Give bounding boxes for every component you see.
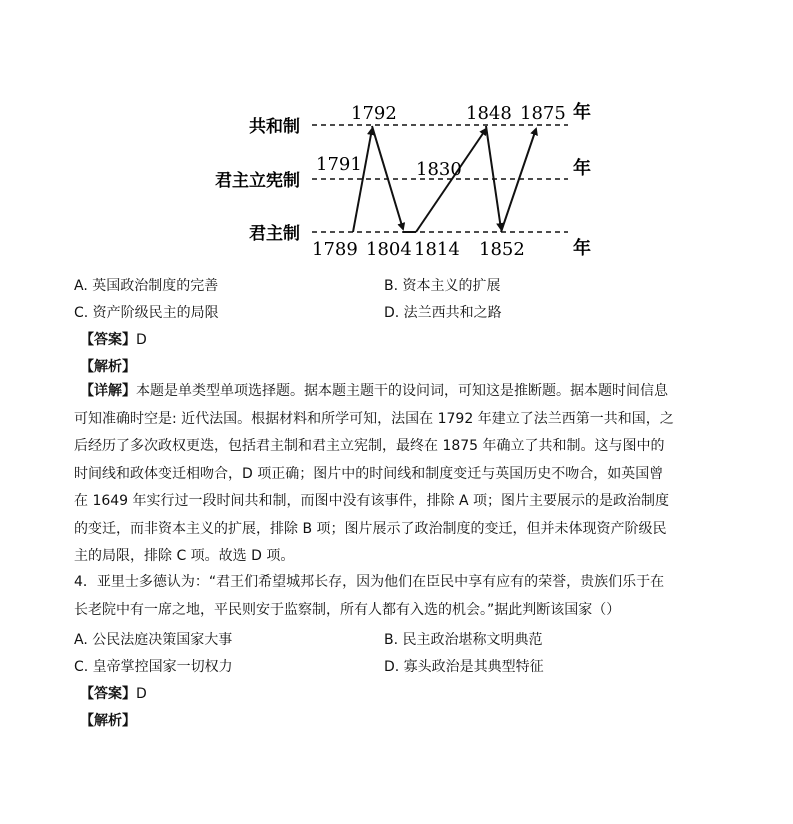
q3-detail-paragraph xyxy=(74,378,674,571)
q4-option-c: C. 皇帝掌控国家一切权力 xyxy=(74,659,233,675)
q3-detail-text: 本题是单类型单项选择题。据本题主题干的设问词，可知这是推断题。据本题时间信息可知准确时空是: 近代法国。根据材料和所学可知，法国在 1792 年建立了法兰西第一共和国，之后经历了多次政权更迭，包括君主制和君主立宪制，最终在 1875 年确立了共和制。这与图中的时间线和政体变迁相吻合，D 项正确；图片中的时间线和制度变迁与英国历史不吻合，如英国曾在 1649 年实行过一段时间共和制，而图中没有该事件，排除 A 项；图片主要展示的是政治制度的变迁，而非资本主义的扩展，排除 B 项；图片展示了政治制度的变迁，但并未体现资产阶级民主的局限，排除 C 项。故选 D 项。 xyxy=(74,383,674,564)
arrow-1814-to-1848 xyxy=(416,129,486,232)
year-1789: 1789 xyxy=(312,239,358,260)
q4-answer-label: 【答案】 xyxy=(80,686,136,702)
q4-option-d: D. 寡头政治是其典型特征 xyxy=(384,659,544,675)
year-1875: 1875 xyxy=(520,103,566,124)
unit-label-bottom: 年 xyxy=(573,238,591,259)
unit-label-top: 年 xyxy=(573,102,591,123)
year-1830: 1830 xyxy=(416,159,462,180)
arrow-1848-to-1852 xyxy=(486,126,501,229)
regime-timeline-diagram xyxy=(215,92,600,264)
q3-answer-value: D xyxy=(136,332,147,348)
q3-option-c: C. 资产阶级民主的局限 xyxy=(74,305,219,321)
arrow-1789-to-1792 xyxy=(353,129,372,232)
year-1852: 1852 xyxy=(479,239,525,260)
year-1791: 1791 xyxy=(316,154,362,175)
q3-detail-label: 【详解】 xyxy=(80,383,136,399)
q4-option-a: A. 公民法庭决策国家大事 xyxy=(74,632,233,648)
q3-analysis-label: 【解析】 xyxy=(80,359,136,375)
q3-answer xyxy=(80,329,147,349)
q4-answer xyxy=(80,683,147,703)
q3-answer-label: 【答案】 xyxy=(80,332,136,348)
q3-option-d: D. 法兰西共和之路 xyxy=(384,305,502,321)
arrow-1792-to-1804 xyxy=(372,126,403,229)
year-1848: 1848 xyxy=(466,103,512,124)
label-monarchy: 君主制 xyxy=(249,224,300,244)
q4-stem: 4．亚里士多德认为：“君王们希望城邦长存，因为他们在臣民中享有应有的荣誉，贵族们乐于在长老院中有一席之地，平民则安于监察制，所有人都有入选的机会。”据此判断该国家（） xyxy=(74,574,665,618)
q4-analysis-label: 【解析】 xyxy=(80,713,136,729)
arrow-1852-to-1875 xyxy=(501,129,536,232)
q4-answer-value: D xyxy=(136,686,147,702)
year-1792: 1792 xyxy=(351,103,397,124)
label-constitutional-monarchy: 君主立宪制 xyxy=(215,171,300,191)
label-republic: 共和制 xyxy=(249,117,300,137)
q3-option-a: A. 英国政治制度的完善 xyxy=(74,278,219,294)
year-1804: 1804 xyxy=(366,239,412,260)
unit-label-middle: 年 xyxy=(573,158,591,179)
q4-option-b: B. 民主政治堪称文明典范 xyxy=(384,632,543,648)
q3-option-b: B. 资本主义的扩展 xyxy=(384,278,501,294)
year-1814: 1814 xyxy=(414,239,460,260)
